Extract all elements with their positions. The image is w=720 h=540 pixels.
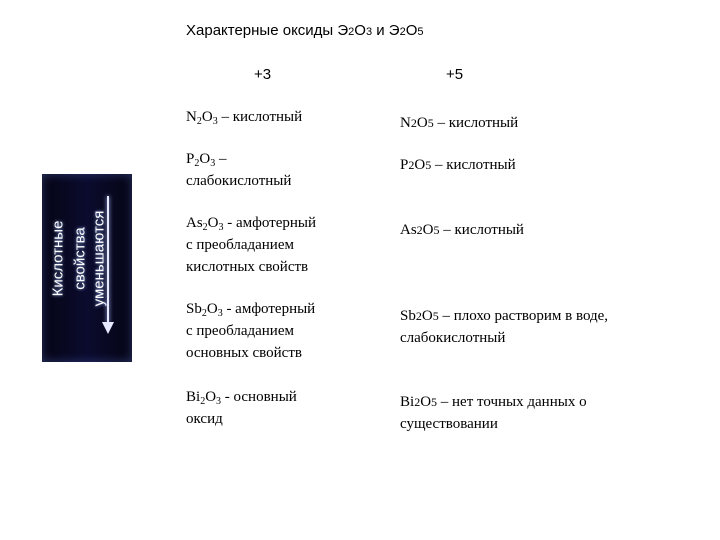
sidebar-label-line2: свойства: [71, 227, 89, 290]
arrow-shaft: [107, 196, 109, 324]
column-header-plus5: +5: [446, 66, 464, 83]
column-header-plus3: +3: [254, 66, 272, 83]
oxide-bi2o5: Bi2O5 – нет точных данных о существовании: [400, 394, 587, 432]
oxide-bi2o3: $Bi_2O_3$ - основный оксид: [186, 389, 297, 427]
oxide-n2o5: N2O5 – кислотный: [400, 115, 519, 131]
oxide-sb2o3: $Sb_2O_3$ - амфотерный с преобладанием основных свойств: [186, 301, 316, 361]
oxide-as2o5: As2O5 – кислотный: [400, 222, 524, 238]
oxide-p2o5: P2O5 – кислотный: [400, 157, 516, 173]
oxide-p2o3: $P_2O_3$ – слабокислотный: [186, 151, 292, 189]
arrow-down-icon: [102, 322, 114, 334]
oxide-sb2o5: Sb2O5 – плохо растворим в воде, слабокислотный: [400, 308, 609, 346]
page-title: Характерные оксиды Э2O3 и Э2O5: [186, 22, 424, 39]
sidebar-label-line3: уменьшаются: [90, 210, 108, 307]
oxide-n2o3: $N_2O_3$ – кислотный: [186, 109, 303, 127]
oxide-as2o3: $As_2O_3$ - амфотерный с преобладанием кислотных свойств: [186, 215, 317, 275]
sidebar-label-line1: Кислотные: [49, 220, 67, 297]
